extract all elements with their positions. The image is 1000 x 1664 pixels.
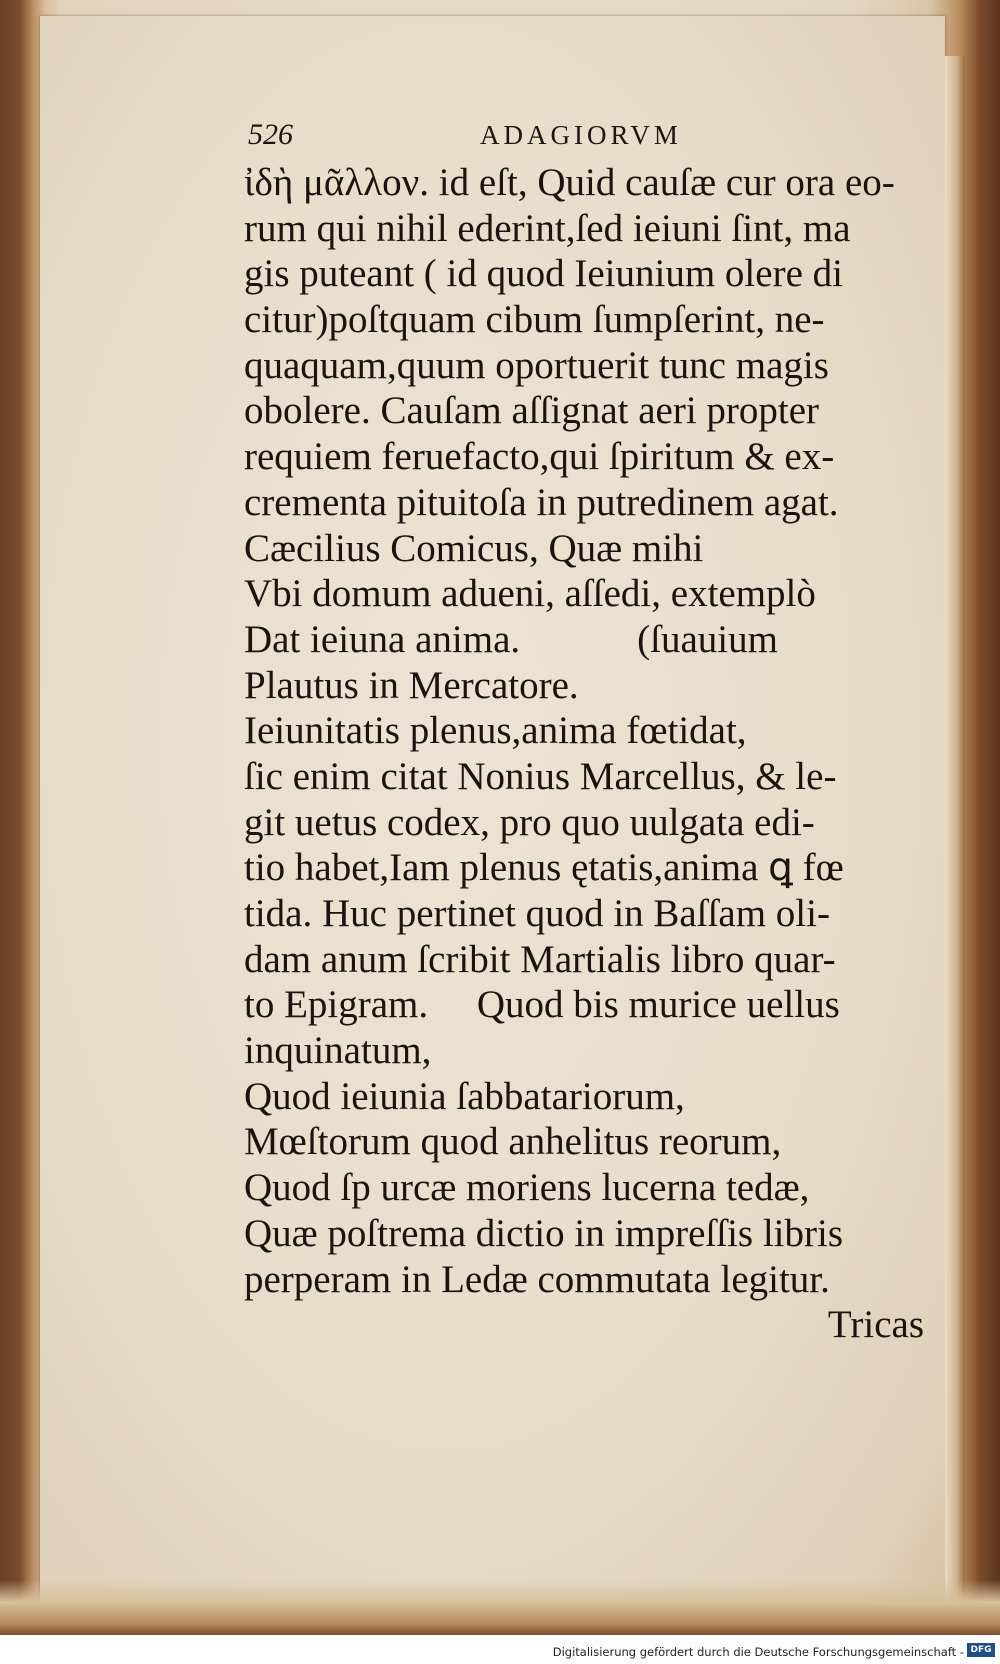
text-line: tida. Huc pertinet quod in Baſſam oli- [244,892,830,935]
text-line: Quod ieiunia ſabbatariorum, [244,1074,685,1118]
text-line: rum qui nihil ederint,ſed ieiuni ſint, ma [244,206,851,250]
text-line: citur)poſtquam cibum ſumpſerint, ne- [244,298,825,342]
text-line: dam anum ſcribit Martialis libro quar- [244,937,836,981]
page-header [248,118,948,160]
text-line: Quæ poſtrema dictio in impreſſis libris [244,1211,844,1255]
text-line: Ieiunitatis plenus,anima fœtidat, [244,709,747,753]
text-line: tio habet,Iam plenus ętatis,anima ꝗ fœ [244,846,844,890]
text-line: ſic enim citat Nonius Marcellus, & le- [244,754,837,798]
text-line: Vbi domum adueni, aſſedi, extemplò [244,572,816,616]
text-line: ἰδὴ μᾶλλον. id eſt, Quid cauſæ cur ora eo- [244,161,895,204]
text-line: Plautus in Mercatore. [244,663,579,707]
running-head: ADAGIORVM [480,120,682,150]
text-line: inquinatum, [244,1029,432,1073]
text-line: perperam in Ledæ commutata legitur. [244,1257,830,1301]
catchword: Tricas [827,1303,924,1347]
text-line: git uetus codex, pro quo uulgata edi- [244,800,815,844]
text-line: to Epigram. Quod bis murice uellus [244,983,840,1027]
text-line: Quod ſp urcæ moriens lucerna tedæ, [244,1166,810,1210]
dfg-logo: DFG [967,1643,995,1657]
text-line: Cæcilius Comicus, Quæ mihi [244,526,704,570]
digitization-footer [0,1635,1000,1664]
page-bottom-edge [0,1580,1000,1635]
page-edge [945,56,965,1616]
text-line: obolere. Cauſam aſſignat aeri propter [244,389,820,433]
text-line: crementa pituitoſa in putredinem agat. [244,480,839,524]
text-line: Dat ieiuna anima. (ſuauium [244,617,778,661]
funding-credit: Digitalisierung gefördert durch die Deutsche Forschungsgemeinschaft - [552,1645,964,1659]
page-number: 526 [248,118,293,151]
body-text [244,160,924,1348]
text-line: Mœſtorum quod anhelitus reorum, [244,1120,782,1164]
text-line: requiem feruefacto,qui ſpiritum & ex- [244,435,835,479]
text-line: gis puteant ( id quod Ieiunium olere di [244,252,843,296]
text-line: quaquam,quum oportuerit tunc magis [244,343,829,387]
